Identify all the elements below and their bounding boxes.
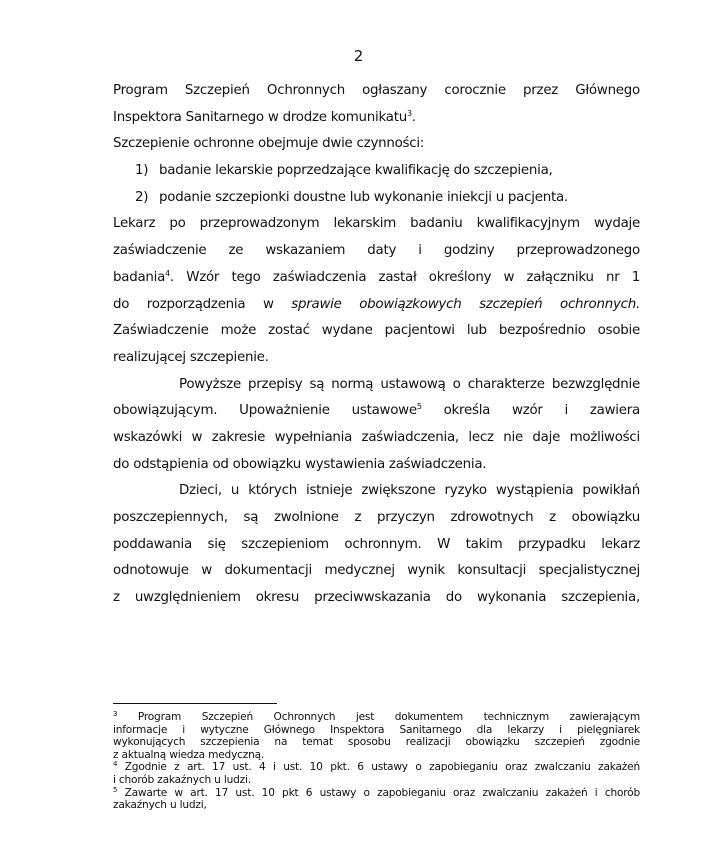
text-fragment: Zawarte w art. 17 ust. 10 pkt 6 ustawy o zapobieganiu oraz zwalczaniu zakażeń i chorób	[117, 786, 640, 799]
text-fragment: .	[411, 109, 416, 125]
footnote-line	[113, 787, 640, 800]
footnote-3	[113, 711, 640, 761]
text-line: do odstąpienia od obowiązku wystawienia zaświadczenia.	[113, 456, 487, 472]
footnote-line: i chorób zakaźnych u ludzi.	[113, 773, 251, 786]
footnote-line	[113, 711, 640, 724]
document-body	[113, 78, 640, 612]
paragraph-children	[113, 478, 640, 611]
footnote-ref-4[interactable]: 4	[165, 268, 170, 278]
list-number: 2)	[135, 189, 149, 205]
text-fragment: do rozporządzenia w	[113, 296, 292, 312]
text-line: Powyższe przepisy są normą ustawową o charakterze bezwzględnie	[179, 376, 640, 392]
text-fragment: obowiązującym. Upoważnienie ustawowe	[113, 403, 417, 419]
paragraph-activities	[113, 131, 640, 211]
footnote-line: zakaźnych u ludzi,	[113, 799, 207, 812]
footnote-line: wykonujących szczepienia na temat sposobu realizacji obowiązku szczepień zgodnie	[113, 736, 640, 749]
footnote-line: z aktualną wiedza medyczną.	[113, 748, 265, 761]
text-line: Program Szczepień Ochronnych ogłaszany corocznie przez Głównego	[113, 83, 640, 98]
footnote-number: 4	[113, 760, 118, 769]
text-line: Szczepienie ochronne obejmuje dwie czynności:	[113, 136, 425, 152]
footnote-number: 5	[113, 785, 118, 794]
list-text: podanie szczepionki doustne lub wykonanie iniekcji u pacjenta.	[159, 189, 568, 205]
footnote-number: 3	[113, 710, 118, 718]
regulation-title: sprawie obowiązkowych szczepień ochronnych.	[291, 296, 640, 312]
text-line: Lekarz po przeprowadzonym lekarskim badaniu kwalifikacyjnym wydaje	[113, 216, 640, 232]
footnote-separator	[113, 703, 277, 704]
text-line: zaświadczenie ze wskazaniem daty i godziny przeprowadzonego	[113, 243, 640, 259]
text-fragment: Program Szczepień Ochronnych jest dokumentem technicznym zawierającym	[117, 711, 640, 723]
footnote-ref-3[interactable]: 3	[406, 108, 412, 118]
text-fragment: . Wzór tego zaświadczenia zastał określony w załączniku nr 1	[169, 269, 640, 285]
text-line: z uwzględnieniem okresu przeciwwskazania do wykonania szczepienia,	[113, 590, 640, 606]
text-line	[113, 398, 640, 425]
text-line: Dzieci, u których istnieje zwiększone ryzyko wystąpienia powikłań	[179, 483, 640, 499]
text-line: odnotowuje w dokumentacji medycznej wynik konsultacji specjalistycznej	[113, 563, 640, 579]
page-number: 2	[353, 47, 364, 65]
text-line	[113, 105, 640, 132]
text-fragment: Inspektora Sanitarnego w drodze komunikatu	[113, 109, 407, 125]
list-item	[113, 158, 640, 185]
footnote-5	[113, 787, 640, 812]
footnote-line	[113, 761, 640, 774]
text-fragment: badania	[113, 269, 166, 285]
paragraph-certificate	[113, 211, 640, 371]
text-line: poddawania się szczepieniom ochronnym. W takim przypadku lekarz	[113, 536, 640, 552]
text-line: realizującej szczepienie.	[113, 349, 269, 365]
text-line: wskazówki w zakresie wypełniania zaświadczenia, lecz nie daje możliwości	[113, 429, 640, 445]
text-line	[113, 292, 640, 319]
text-line: Zaświadczenie może zostać wydane pacjentowi lub bezpośrednio osobie	[113, 323, 640, 339]
list-text: badanie lekarskie poprzedzające kwalifikację do szczepienia,	[159, 163, 553, 179]
text-fragment: Zgodnie z art. 17 ust. 4 i ust. 10 pkt. 6 ustawy o zapobieganiu oraz zwalczaniu zakażeń	[117, 761, 640, 774]
text-line: poszczepiennych, są zwolnione z przyczyn zdrowotnych z obowiązku	[113, 510, 640, 525]
list-item	[113, 185, 640, 212]
footnotes	[113, 711, 640, 812]
text-fragment: określa wzór i zawiera	[421, 403, 640, 419]
paragraph-program	[113, 78, 640, 131]
footnote-line: informacje i wytyczne Głównego Inspektora Sanitarnego dla lekarzy i pielęgniarek	[113, 723, 640, 736]
text-line	[113, 265, 640, 292]
footnote-4	[113, 761, 640, 786]
paragraph-statutory-norm	[113, 372, 640, 479]
list-number: 1)	[135, 163, 149, 179]
footnote-ref-5[interactable]: 5	[416, 402, 422, 412]
